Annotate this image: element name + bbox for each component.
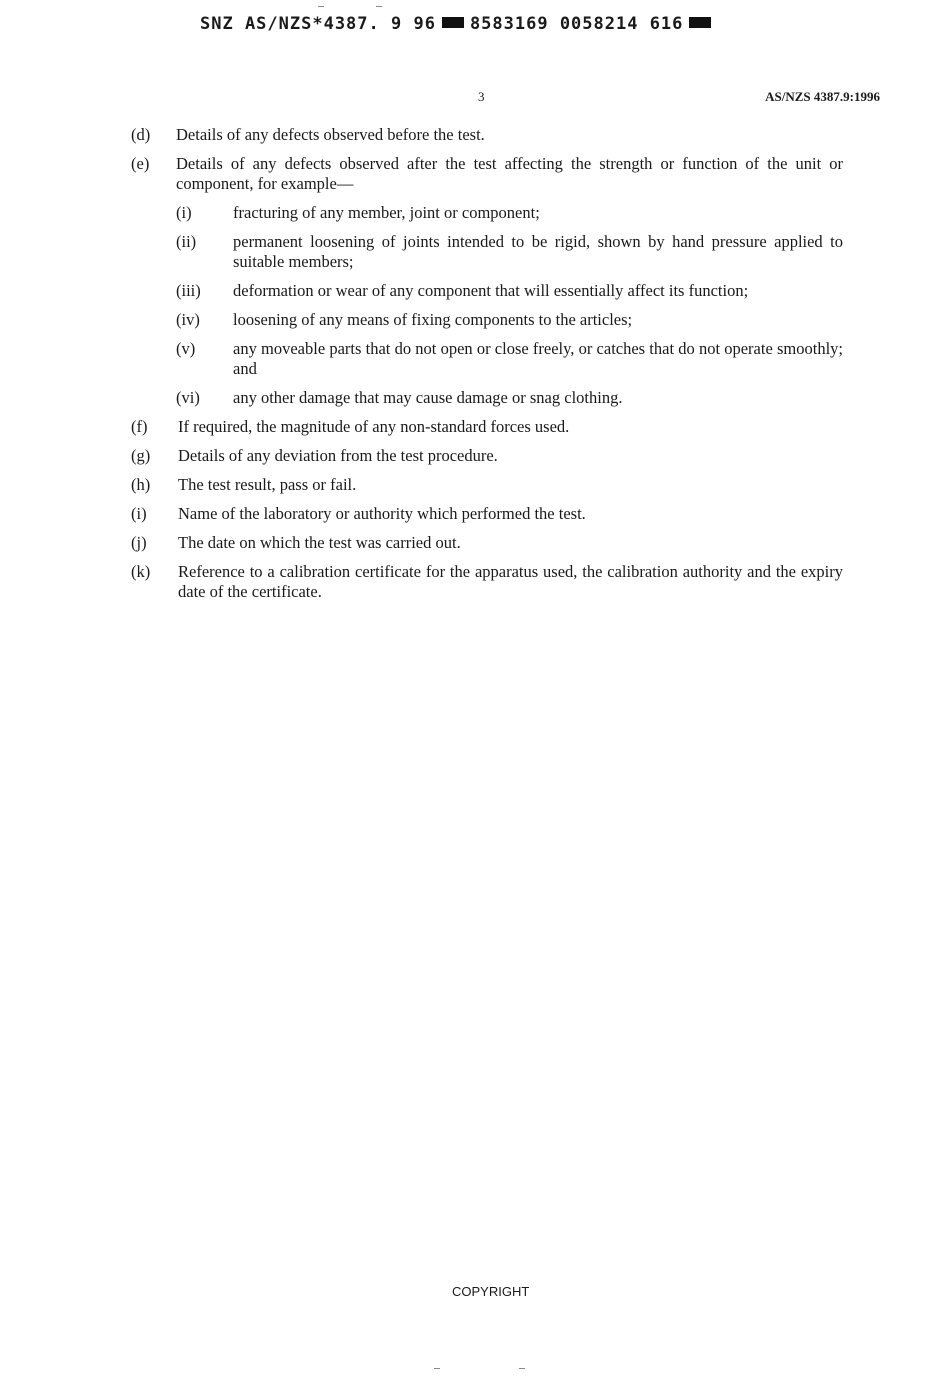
scan-code-left: SNZ AS/NZS*4387. 9 96 [200,14,436,34]
sublist-item-label: (iv) [176,310,200,329]
scan-mark [519,1368,525,1369]
scan-mark [434,1368,440,1369]
list-item-text: Details of any defects observed after the test affecting the strength or function of the unit or component, for example— [176,154,843,193]
sublist-item [176,281,843,301]
redaction-block [442,17,464,28]
sublist-item-label: (iii) [176,281,201,300]
list-item-text: Details of any deviation from the test procedure. [178,446,498,465]
list-item [131,125,843,145]
sublist-item-label: (ii) [176,232,197,251]
scan-code-right: 8583169 0058214 616 [469,14,684,34]
sublist-item-label: (vi) [176,388,200,407]
scan-mark [376,6,382,7]
list-item-text: The test result, pass or fail. [178,475,357,494]
redaction-block [689,17,711,28]
list-item [131,562,843,602]
list-item [131,533,843,553]
report-requirements-list [131,125,843,611]
list-item-label: (h) [131,475,151,494]
scan-mark [318,6,324,7]
sublist-item [176,310,843,330]
standard-reference: AS/NZS 4387.9:1996 [765,89,880,104]
list-item-label: (j) [131,533,147,552]
list-item-text: Reference to a calibration certificate for the apparatus used, the calibration authority and the expiry date of the certificate. [178,562,843,601]
list-item-label: (f) [131,417,148,436]
scan-header-line [200,14,717,34]
sublist-item [176,203,843,223]
page-number: 3 [478,89,485,104]
sublist [176,203,843,408]
sublist-item [176,388,843,408]
list-item [131,154,843,194]
list-item-text: The date on which the test was carried out. [178,533,461,552]
sublist-item-text: deformation or wear of any component that will essentially affect its function; [233,281,749,300]
list-item-text: Details of any defects observed before the test. [176,125,485,144]
sublist-item-text: any other damage that may cause damage or snag clothing. [233,388,623,407]
list-item [131,475,843,495]
list-item-label: (e) [131,154,150,173]
list-item-label: (i) [131,504,147,523]
list-item [131,446,843,466]
list-item-label: (d) [131,125,151,144]
sublist-item-label: (v) [176,339,196,358]
sublist-item-text: fracturing of any member, joint or component; [233,203,540,222]
sublist-item-label: (i) [176,203,192,222]
list-item [131,417,843,437]
list-item [131,504,843,524]
list-item-text: If required, the magnitude of any non-standard forces used. [178,417,570,436]
list-item-label: (g) [131,446,151,465]
sublist-item [176,232,843,272]
sublist-item-text: loosening of any means of fixing components to the articles; [233,310,633,329]
sublist-item-text: any moveable parts that do not open or close freely, or catches that do not operate smoothly; and [233,339,843,378]
list-item-text: Name of the laboratory or authority which performed the test. [178,504,586,523]
copyright-footer: COPYRIGHT [452,1284,530,1299]
list-item-label: (k) [131,562,151,581]
sublist-item [176,339,843,379]
sublist-item-text: permanent loosening of joints intended to be rigid, shown by hand pressure applied to suitable members; [233,232,843,271]
